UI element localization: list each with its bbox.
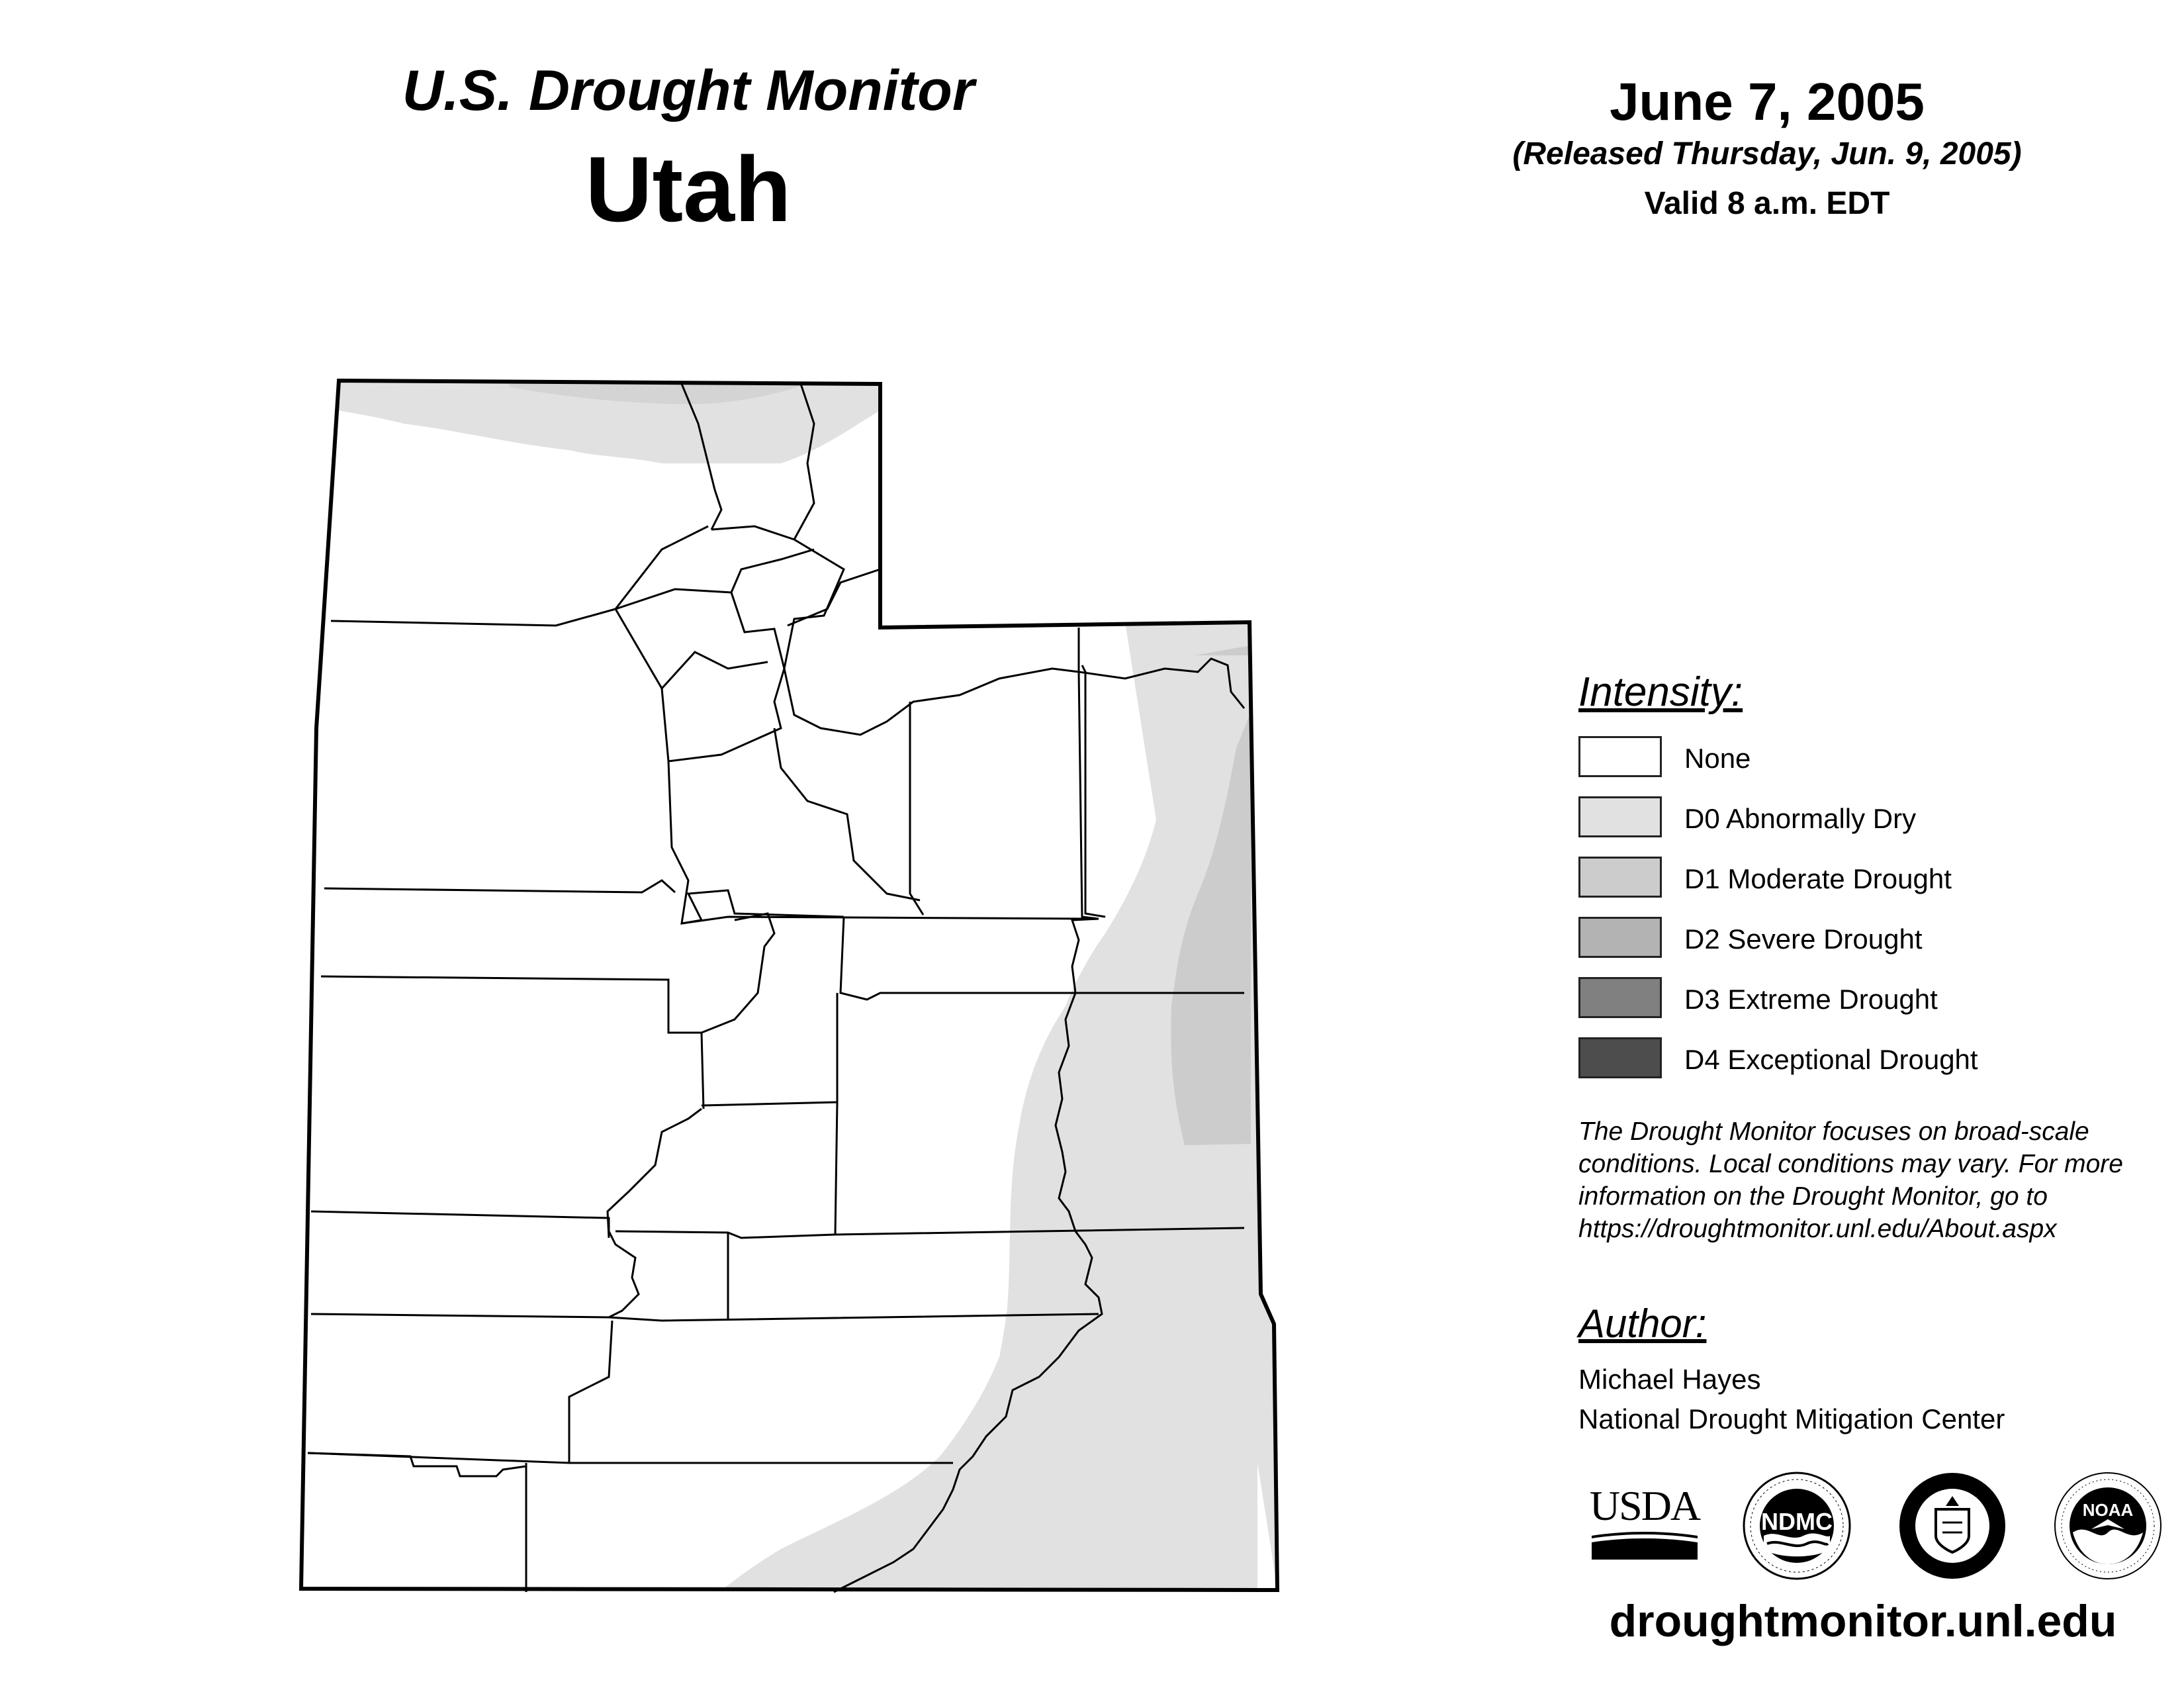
commerce-logo bbox=[1896, 1470, 2009, 1582]
website-url[interactable]: droughtmonitor.unl.edu bbox=[1609, 1596, 2117, 1646]
author-organization: National Drought Mitigation Center bbox=[1578, 1403, 2005, 1434]
disclaimer-text: The Drought Monitor focuses on broad-scale conditions. Local conditions may vary. For more information on the Drought Monitor, go to https://droughtmonitor.unl.edu/About.aspx bbox=[1578, 1117, 2123, 1243]
valid-time: Valid 8 a.m. EDT bbox=[1644, 186, 1890, 221]
map-date: June 7, 2005 bbox=[1610, 72, 1925, 131]
usda-logo-field-icon bbox=[1585, 1529, 1704, 1562]
legend-swatch bbox=[1578, 977, 1662, 1018]
legend-label: None bbox=[1684, 743, 1751, 774]
noaa-logo bbox=[2052, 1470, 2164, 1582]
legend-label: D0 Abnormally Dry bbox=[1684, 803, 1917, 834]
legend-label: D4 Exceptional Drought bbox=[1684, 1044, 1978, 1075]
noaa-logo-text: NOAA bbox=[2082, 1500, 2134, 1520]
noaa-seal-icon bbox=[2052, 1470, 2164, 1582]
map-title: U.S. Drought Monitor bbox=[402, 59, 975, 122]
author-name: Michael Hayes bbox=[1578, 1364, 1761, 1395]
state-name: Utah bbox=[585, 137, 792, 241]
legend-label: D1 Moderate Drought bbox=[1684, 863, 1952, 894]
legend-swatch bbox=[1578, 736, 1662, 777]
ndmc-logo-text: NDMC bbox=[1761, 1508, 1833, 1535]
legend-swatch bbox=[1578, 1037, 1662, 1078]
legend-swatch bbox=[1578, 857, 1662, 898]
usda-logo-text: USDA bbox=[1589, 1482, 1700, 1529]
legend-label: D2 Severe Drought bbox=[1684, 923, 1923, 955]
ndmc-logo bbox=[1741, 1470, 1853, 1582]
department-of-commerce-seal-icon bbox=[1896, 1470, 2009, 1582]
legend-swatch bbox=[1578, 917, 1662, 958]
author-heading: Author: bbox=[1578, 1301, 1707, 1346]
legend-label: D3 Extreme Drought bbox=[1684, 984, 1938, 1015]
release-date: (Released Thursday, Jun. 9, 2005) bbox=[1512, 136, 2022, 171]
usda-logo bbox=[1585, 1483, 1704, 1562]
legend-swatch bbox=[1578, 796, 1662, 837]
legend-heading: Intensity: bbox=[1578, 669, 1743, 715]
